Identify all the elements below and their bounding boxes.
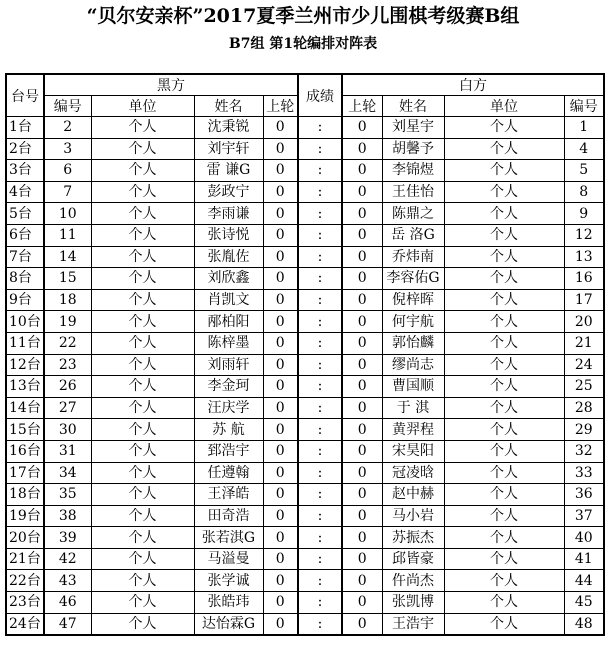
white-prev-cell: 0 [342, 592, 382, 614]
white-number-cell: 37 [564, 505, 604, 527]
white-prev-cell: 0 [342, 311, 382, 333]
col-header-black-prev: 上轮 [263, 96, 298, 117]
black-number-cell: 42 [44, 548, 91, 570]
table-row [6, 332, 604, 354]
white-name-cell: 曹国顺 [382, 376, 444, 398]
black-prev-cell: 0 [263, 505, 298, 527]
black-name-cell: 沈秉锐 [194, 117, 263, 139]
white-number-cell: 33 [564, 462, 604, 484]
result-cell: : [298, 548, 342, 570]
board-cell: 10台 [6, 311, 44, 333]
col-header-board: 台号 [6, 74, 44, 117]
col-header-white-number: 编号 [564, 96, 604, 117]
black-prev-cell: 0 [263, 484, 298, 506]
black-unit-cell: 个人 [91, 462, 194, 484]
white-unit-cell: 个人 [444, 160, 564, 182]
black-prev-cell: 0 [263, 440, 298, 462]
white-name-cell: 邱皆豪 [382, 548, 444, 570]
white-name-cell: 李锦煜 [382, 160, 444, 182]
white-unit-cell: 个人 [444, 376, 564, 398]
result-cell: : [298, 440, 342, 462]
white-unit-cell: 个人 [444, 505, 564, 527]
result-cell: : [298, 376, 342, 398]
black-name-cell: 郅浩宇 [194, 440, 263, 462]
result-cell: : [298, 332, 342, 354]
black-unit-cell: 个人 [91, 268, 194, 290]
table-row [6, 354, 604, 376]
black-name-cell: 张胤佐 [194, 246, 263, 268]
black-number-cell: 38 [44, 505, 91, 527]
header-row-groups [6, 74, 604, 96]
white-unit-cell: 个人 [444, 311, 564, 333]
board-cell: 22台 [6, 570, 44, 592]
black-number-cell: 47 [44, 613, 91, 635]
white-number-cell: 16 [564, 268, 604, 290]
black-number-cell: 27 [44, 397, 91, 419]
white-unit-cell: 个人 [444, 548, 564, 570]
black-unit-cell: 个人 [91, 117, 194, 139]
white-number-cell: 45 [564, 592, 604, 614]
black-name-cell: 汪庆学 [194, 397, 263, 419]
white-name-cell: 王浩宇 [382, 613, 444, 635]
white-prev-cell: 0 [342, 203, 382, 225]
black-prev-cell: 0 [263, 332, 298, 354]
board-cell: 15台 [6, 419, 44, 441]
white-number-cell: 25 [564, 376, 604, 398]
result-cell: : [298, 505, 342, 527]
white-unit-cell: 个人 [444, 462, 564, 484]
white-unit-cell: 个人 [444, 268, 564, 290]
white-name-cell: 马小岩 [382, 505, 444, 527]
pairing-rows [6, 117, 604, 636]
board-cell: 11台 [6, 332, 44, 354]
white-number-cell: 8 [564, 181, 604, 203]
black-prev-cell: 0 [263, 224, 298, 246]
white-number-cell: 32 [564, 440, 604, 462]
black-prev-cell: 0 [263, 268, 298, 290]
table-row [6, 246, 604, 268]
black-number-cell: 35 [44, 484, 91, 506]
white-number-cell: 28 [564, 397, 604, 419]
white-prev-cell: 0 [342, 440, 382, 462]
black-name-cell: 田奇浩 [194, 505, 263, 527]
white-number-cell: 44 [564, 570, 604, 592]
white-name-cell: 刘星宇 [382, 117, 444, 139]
black-unit-cell: 个人 [91, 548, 194, 570]
white-unit-cell: 个人 [444, 246, 564, 268]
black-unit-cell: 个人 [91, 376, 194, 398]
white-prev-cell: 0 [342, 117, 382, 139]
table-row [6, 203, 604, 225]
table-row [6, 397, 604, 419]
result-cell: : [298, 311, 342, 333]
black-unit-cell: 个人 [91, 527, 194, 549]
result-cell: : [298, 462, 342, 484]
result-cell: : [298, 181, 342, 203]
white-name-cell: 王佳怡 [382, 181, 444, 203]
table-row [6, 181, 604, 203]
white-number-cell: 48 [564, 613, 604, 635]
black-number-cell: 2 [44, 117, 91, 139]
white-prev-cell: 0 [342, 376, 382, 398]
board-cell: 13台 [6, 376, 44, 398]
black-number-cell: 39 [44, 527, 91, 549]
result-cell: : [298, 613, 342, 635]
white-name-cell: 乔炜南 [382, 246, 444, 268]
black-number-cell: 7 [44, 181, 91, 203]
black-name-cell: 彭政宁 [194, 181, 263, 203]
table-row [6, 440, 604, 462]
white-prev-cell: 0 [342, 570, 382, 592]
white-prev-cell: 0 [342, 505, 382, 527]
white-prev-cell: 0 [342, 484, 382, 506]
white-name-cell: 郭怡麟 [382, 332, 444, 354]
result-cell: : [298, 117, 342, 139]
black-name-cell: 邴柏阳 [194, 311, 263, 333]
black-unit-cell: 个人 [91, 332, 194, 354]
page-subtitle: B7组 第1轮编排对阵表 [228, 36, 378, 52]
white-name-cell: 岳 洛G [382, 224, 444, 246]
black-number-cell: 3 [44, 138, 91, 160]
table-row [6, 268, 604, 290]
black-name-cell: 任遵翰 [194, 462, 263, 484]
white-unit-cell: 个人 [444, 354, 564, 376]
white-name-cell: 李容佑G [382, 268, 444, 290]
black-prev-cell: 0 [263, 462, 298, 484]
white-prev-cell: 0 [342, 397, 382, 419]
black-number-cell: 14 [44, 246, 91, 268]
table-row [6, 224, 604, 246]
white-prev-cell: 0 [342, 181, 382, 203]
black-prev-cell: 0 [263, 289, 298, 311]
white-prev-cell: 0 [342, 224, 382, 246]
board-cell: 4台 [6, 181, 44, 203]
black-unit-cell: 个人 [91, 311, 194, 333]
black-name-cell: 张皓玮 [194, 592, 263, 614]
black-unit-cell: 个人 [91, 289, 194, 311]
black-prev-cell: 0 [263, 138, 298, 160]
board-cell: 17台 [6, 462, 44, 484]
black-unit-cell: 个人 [91, 440, 194, 462]
white-prev-cell: 0 [342, 548, 382, 570]
white-prev-cell: 0 [342, 462, 382, 484]
table-row [6, 311, 604, 333]
white-number-cell: 20 [564, 311, 604, 333]
black-name-cell: 马溢曼 [194, 548, 263, 570]
table-row [6, 376, 604, 398]
black-number-cell: 18 [44, 289, 91, 311]
board-cell: 23台 [6, 592, 44, 614]
white-number-cell: 17 [564, 289, 604, 311]
result-cell: : [298, 268, 342, 290]
white-name-cell: 黄羿程 [382, 419, 444, 441]
white-number-cell: 13 [564, 246, 604, 268]
black-name-cell: 刘宇轩 [194, 138, 263, 160]
black-prev-cell: 0 [263, 354, 298, 376]
white-number-cell: 5 [564, 160, 604, 182]
black-number-cell: 23 [44, 354, 91, 376]
white-prev-cell: 0 [342, 419, 382, 441]
white-unit-cell: 个人 [444, 117, 564, 139]
black-number-cell: 6 [44, 160, 91, 182]
table-row [6, 570, 604, 592]
black-name-cell: 刘雨轩 [194, 354, 263, 376]
black-name-cell: 雷 谦G [194, 160, 263, 182]
black-number-cell: 31 [44, 440, 91, 462]
white-unit-cell: 个人 [444, 527, 564, 549]
white-prev-cell: 0 [342, 289, 382, 311]
white-name-cell: 胡馨予 [382, 138, 444, 160]
white-number-cell: 4 [564, 138, 604, 160]
white-prev-cell: 0 [342, 138, 382, 160]
black-unit-cell: 个人 [91, 505, 194, 527]
col-header-black-unit: 单位 [91, 96, 194, 117]
board-cell: 18台 [6, 484, 44, 506]
white-unit-cell: 个人 [444, 419, 564, 441]
white-unit-cell: 个人 [444, 203, 564, 225]
black-prev-cell: 0 [263, 203, 298, 225]
white-prev-cell: 0 [342, 332, 382, 354]
result-cell: : [298, 354, 342, 376]
black-number-cell: 15 [44, 268, 91, 290]
white-number-cell: 9 [564, 203, 604, 225]
page-title: “贝尔安亲杯”2017夏季兰州市少儿围棋考级赛B组 [86, 5, 520, 27]
white-name-cell: 仵尚杰 [382, 570, 444, 592]
black-unit-cell: 个人 [91, 160, 194, 182]
white-unit-cell: 个人 [444, 224, 564, 246]
white-number-cell: 24 [564, 354, 604, 376]
white-unit-cell: 个人 [444, 181, 564, 203]
black-prev-cell: 0 [263, 160, 298, 182]
black-number-cell: 10 [44, 203, 91, 225]
white-unit-cell: 个人 [444, 613, 564, 635]
black-number-cell: 30 [44, 419, 91, 441]
white-unit-cell: 个人 [444, 484, 564, 506]
white-name-cell: 苏振杰 [382, 527, 444, 549]
table-row [6, 613, 604, 635]
black-name-cell: 刘欣鑫 [194, 268, 263, 290]
black-prev-cell: 0 [263, 548, 298, 570]
black-number-cell: 19 [44, 311, 91, 333]
result-cell: : [298, 570, 342, 592]
white-prev-cell: 0 [342, 613, 382, 635]
white-prev-cell: 0 [342, 354, 382, 376]
white-prev-cell: 0 [342, 527, 382, 549]
black-name-cell: 苏 航 [194, 419, 263, 441]
white-unit-cell: 个人 [444, 289, 564, 311]
white-name-cell: 张凯博 [382, 592, 444, 614]
result-cell: : [298, 592, 342, 614]
black-prev-cell: 0 [263, 376, 298, 398]
black-number-cell: 26 [44, 376, 91, 398]
black-unit-cell: 个人 [91, 570, 194, 592]
black-prev-cell: 0 [263, 181, 298, 203]
white-unit-cell: 个人 [444, 332, 564, 354]
black-name-cell: 张学诚 [194, 570, 263, 592]
table-row [6, 160, 604, 182]
white-prev-cell: 0 [342, 160, 382, 182]
white-name-cell: 陈鼎之 [382, 203, 444, 225]
black-number-cell: 11 [44, 224, 91, 246]
board-cell: 3台 [6, 160, 44, 182]
black-prev-cell: 0 [263, 570, 298, 592]
black-unit-cell: 个人 [91, 246, 194, 268]
white-name-cell: 冠凌晗 [382, 462, 444, 484]
white-prev-cell: 0 [342, 246, 382, 268]
table-row [6, 548, 604, 570]
black-name-cell: 张诗悦 [194, 224, 263, 246]
result-cell: : [298, 289, 342, 311]
white-name-cell: 于 淇 [382, 397, 444, 419]
board-cell: 5台 [6, 203, 44, 225]
board-cell: 8台 [6, 268, 44, 290]
board-cell: 16台 [6, 440, 44, 462]
board-cell: 20台 [6, 527, 44, 549]
board-cell: 19台 [6, 505, 44, 527]
table-row [6, 419, 604, 441]
col-header-white-prev: 上轮 [342, 96, 382, 117]
black-unit-cell: 个人 [91, 419, 194, 441]
result-cell: : [298, 160, 342, 182]
result-cell: : [298, 246, 342, 268]
black-unit-cell: 个人 [91, 203, 194, 225]
result-cell: : [298, 484, 342, 506]
black-unit-cell: 个人 [91, 592, 194, 614]
black-prev-cell: 0 [263, 527, 298, 549]
board-cell: 2台 [6, 138, 44, 160]
white-unit-cell: 个人 [444, 397, 564, 419]
black-unit-cell: 个人 [91, 181, 194, 203]
col-header-white: 白方 [342, 74, 604, 96]
col-header-black-number: 编号 [44, 96, 91, 117]
table-row [6, 117, 604, 139]
black-number-cell: 34 [44, 462, 91, 484]
board-cell: 21台 [6, 548, 44, 570]
white-name-cell: 宋昊阳 [382, 440, 444, 462]
black-number-cell: 43 [44, 570, 91, 592]
result-cell: : [298, 224, 342, 246]
black-name-cell: 陈梓墨 [194, 332, 263, 354]
white-number-cell: 1 [564, 117, 604, 139]
black-prev-cell: 0 [263, 311, 298, 333]
white-unit-cell: 个人 [444, 138, 564, 160]
table-row [6, 527, 604, 549]
col-header-result: 成绩 [298, 74, 342, 117]
board-cell: 9台 [6, 289, 44, 311]
pairing-table [5, 73, 605, 636]
black-unit-cell: 个人 [91, 613, 194, 635]
board-cell: 1台 [6, 117, 44, 139]
black-name-cell: 肖凯文 [194, 289, 263, 311]
black-name-cell: 张若淇G [194, 527, 263, 549]
white-number-cell: 21 [564, 332, 604, 354]
black-prev-cell: 0 [263, 117, 298, 139]
white-number-cell: 41 [564, 548, 604, 570]
white-name-cell: 赵中赫 [382, 484, 444, 506]
table-row [6, 505, 604, 527]
table-row [6, 289, 604, 311]
result-cell: : [298, 527, 342, 549]
white-prev-cell: 0 [342, 268, 382, 290]
white-unit-cell: 个人 [444, 440, 564, 462]
white-number-cell: 29 [564, 419, 604, 441]
black-prev-cell: 0 [263, 397, 298, 419]
black-prev-cell: 0 [263, 419, 298, 441]
black-unit-cell: 个人 [91, 138, 194, 160]
black-name-cell: 达怡霖G [194, 613, 263, 635]
black-number-cell: 22 [44, 332, 91, 354]
white-name-cell: 何宇航 [382, 311, 444, 333]
black-name-cell: 李雨谦 [194, 203, 263, 225]
black-unit-cell: 个人 [91, 484, 194, 506]
col-header-white-unit: 单位 [444, 96, 564, 117]
white-number-cell: 12 [564, 224, 604, 246]
board-cell: 6台 [6, 224, 44, 246]
col-header-white-name: 姓名 [382, 96, 444, 117]
black-prev-cell: 0 [263, 592, 298, 614]
result-cell: : [298, 419, 342, 441]
white-number-cell: 36 [564, 484, 604, 506]
result-cell: : [298, 138, 342, 160]
black-prev-cell: 0 [263, 246, 298, 268]
table-row [6, 592, 604, 614]
board-cell: 24台 [6, 613, 44, 635]
board-cell: 12台 [6, 354, 44, 376]
white-unit-cell: 个人 [444, 570, 564, 592]
white-number-cell: 40 [564, 527, 604, 549]
black-prev-cell: 0 [263, 613, 298, 635]
result-cell: : [298, 203, 342, 225]
white-name-cell: 缪尚志 [382, 354, 444, 376]
result-cell: : [298, 397, 342, 419]
black-name-cell: 王泽皓 [194, 484, 263, 506]
table-row [6, 484, 604, 506]
black-unit-cell: 个人 [91, 354, 194, 376]
board-cell: 7台 [6, 246, 44, 268]
white-name-cell: 倪梓晖 [382, 289, 444, 311]
white-unit-cell: 个人 [444, 592, 564, 614]
table-row [6, 138, 604, 160]
black-unit-cell: 个人 [91, 397, 194, 419]
board-cell: 14台 [6, 397, 44, 419]
black-name-cell: 李金珂 [194, 376, 263, 398]
black-unit-cell: 个人 [91, 224, 194, 246]
col-header-black-name: 姓名 [194, 96, 263, 117]
black-number-cell: 46 [44, 592, 91, 614]
table-row [6, 462, 604, 484]
col-header-black: 黑方 [44, 74, 298, 96]
